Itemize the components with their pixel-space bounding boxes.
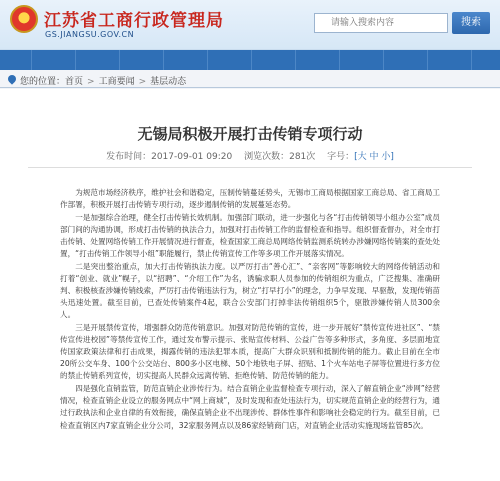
- article-paragraph: 二是突出整治重点，加大打击传销执法力度。以严厉打击“善心汇”、“亲客网”等影响较大的网络传销活动和打着“创业、就业”幌子，以“招聘”、“介绍工作”为名，诱骗求职人员参加的传销组织为重点，广泛搜集、准确研判、积极核查涉嫌传销线索，严厉打击传销违法行为，树立“打早打小”的理念，力争早发现、早驱散，发现传销苗头迅速处置。截至目前，已查处传销案件4起，联合公安部门打掉非法传销组织5个，驱散涉嫌传销人员300余人。: [60, 261, 440, 320]
- main-nav-bar: [0, 50, 500, 70]
- search-input[interactable]: [314, 13, 448, 33]
- nav-item[interactable]: [272, 50, 296, 70]
- font-size-label: 字号：: [327, 152, 355, 162]
- article-paragraph: 为规范市场经济秩序，维护社会和谐稳定，压制传销蔓延势头，无锡市工商局根据国家工商总局、省工商局工作部署，积极开展打击传销专项行动，逐步遏制传销的发展蔓延态势。: [60, 188, 440, 210]
- nav-item[interactable]: [228, 50, 252, 70]
- article-meta: [0, 149, 500, 162]
- breadcrumb-prefix: 您的位置：: [20, 77, 66, 87]
- nav-item[interactable]: [8, 50, 32, 70]
- site-domain: GS.JIANGSU.GOV.CN: [45, 30, 135, 39]
- article-body: [60, 187, 440, 432]
- views-label: 浏览次数：: [244, 152, 290, 162]
- breadcrumb-local[interactable]: 基层动态: [150, 77, 187, 87]
- nav-item[interactable]: [140, 50, 164, 70]
- publish-time-label: 发布时间：: [106, 152, 152, 162]
- breadcrumb: [0, 72, 500, 88]
- breadcrumb-home[interactable]: 首页: [65, 77, 84, 87]
- nav-item[interactable]: [96, 50, 120, 70]
- article-title: 无锡局积极开展打击传销专项行动: [137, 125, 363, 143]
- search-button[interactable]: 搜索: [452, 12, 490, 34]
- nav-item[interactable]: [360, 50, 384, 70]
- article-paragraph: 一是加强综合治理，健全打击传销长效机制。加强部门联动，进一步强化与各“打击传销领导小组办公室”成员部门间的沟通协调，形成打击传销的执法合力，加强对打击传销工作的监督检查和指导。组织督查督办，对全市打击传销、处置网络传销工作开展情况进行督查，检查国家工商总局网络传销监测系统转办涉嫌网络传销案的查处处置，“打击传销工作领导小组”职能履行，禁止传销宣传工作等多项工作开展落实情况。: [60, 212, 440, 259]
- breadcrumb-news[interactable]: 工商要闻: [98, 77, 135, 87]
- nav-item[interactable]: [404, 50, 428, 70]
- title-divider: [28, 167, 472, 168]
- views-count: 281次: [289, 152, 316, 162]
- site-title[interactable]: 江苏省工商行政管理局: [44, 11, 224, 31]
- nav-item[interactable]: [184, 50, 208, 70]
- publish-time: 2017-09-01 09:20: [151, 152, 233, 162]
- breadcrumb-separator-icon: >: [138, 77, 147, 87]
- nav-item[interactable]: [448, 50, 472, 70]
- article-paragraph: 三是开展禁传宣传，增强群众防范传销意识。加强对防范传销的宣传，进一步开展好“禁传宣传进社区”、“禁传宣传进校园”等禁传宣传工作，通过发布警示提示、张贴宣传材料、公益广告等多种形式，多角度、多层面地宣传国家政策法律和打击成果，揭露传销的违法犯罪本质，提高广大群众识别和抵制传销的能力。截止目前在全市20所公交车身、100个公交站台、800多小区电梯、50个地铁电子屏、招贴、1个火车站电子屏等位置进行多方位的禁止传销系列宣传，切实提高人民群众远离传销、拒绝传销、防范传销的能力。: [60, 323, 440, 381]
- article-paragraph: 四是强化直销监管，防范直销企业涉传行为。结合直销企业监督检查专项行动，深入了解直销企业“涉网”经营情况，检查直销企业设立的服务网点中“网上商城”，及时发现和查处违法行为，切实规范直销企业的经营行为，通过行政执法和企业自律的有效衔接，确保直销企业不出现涉传、群体性事件和影响社会稳定的行为。截至目前，已检查直销区内7家直销企业分公司，32家服务网点以及86家经销商门店，对直销企业活动实施现场监管85次。: [60, 384, 440, 430]
- breadcrumb-separator-icon: >: [87, 77, 95, 87]
- nav-item[interactable]: [316, 50, 340, 70]
- article-panel: [0, 89, 500, 481]
- font-size-switch[interactable]: [大 中 小]: [354, 152, 394, 162]
- location-pin-icon: [6, 73, 17, 84]
- nav-item[interactable]: [52, 50, 76, 70]
- breadcrumb-divider: [0, 87, 500, 88]
- national-emblem-icon: [10, 5, 38, 33]
- site-header: [0, 0, 500, 50]
